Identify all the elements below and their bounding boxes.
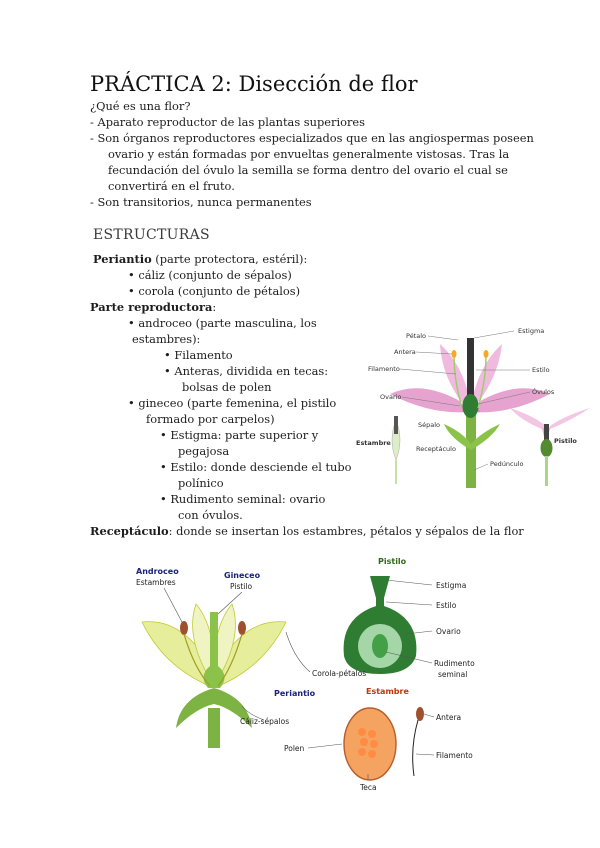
receptaculo-desc: : donde se insertan los estambres, pétalos y sépalos de la flor [168, 524, 524, 538]
intro-bullet-2: - Son órganos reproductores especializados que en las angiospermas poseen [90, 131, 534, 145]
corola-item: • corola (conjunto de pétalos) [128, 284, 301, 298]
filament-small-shape [413, 720, 418, 776]
fig1-label-pedunculo: Pedúnculo [490, 460, 524, 468]
androceo-item-cont: estambres): [132, 332, 201, 346]
intro-block [90, 98, 534, 210]
fig1-label-filamento: Filamento [368, 365, 400, 373]
estilo-item-cont: polínico [178, 476, 224, 490]
fig1-label-ovario: Ovario [380, 393, 402, 401]
fig2-label-teca: Teca [360, 783, 377, 792]
estigma-item: • Estigma: parte superior y [160, 428, 319, 442]
rudimento-item-cont: con óvulos. [178, 508, 243, 522]
gineceo-item-cont: formado por carpelos) [146, 412, 275, 426]
page-title: PRÁCTICA 2: Disección de flor [90, 72, 418, 96]
anteras-item: • Anteras, dividida en tecas: [164, 364, 329, 378]
petal-shape [510, 408, 546, 430]
ovule-shape [372, 634, 388, 658]
rudimento-item: • Rudimento seminal: ovario [160, 492, 326, 506]
fig2-label-gineceo: Gineceo [224, 571, 261, 580]
fig2-label-estambres: Estambres [136, 578, 176, 587]
anther-detail-shape [394, 416, 398, 434]
fig1-label-estilo: Estilo [532, 366, 550, 374]
ovary-shape [463, 394, 479, 418]
intro-bullet-1: - Aparato reproductor de las plantas superiores [90, 115, 365, 129]
perianth-desc: (parte protectora, estéril): [151, 252, 308, 266]
repro-line [90, 299, 216, 315]
anther-shape [484, 350, 489, 358]
perianth-term: Periantio [93, 252, 152, 266]
filamento-item: • Filamento [164, 348, 233, 362]
repro-term: Parte reproductora [90, 300, 213, 314]
fig1-label-estigma: Estigma [518, 327, 545, 335]
fig1-label-antera: Antera [394, 348, 416, 356]
fig2-label-pistilo-title: Pistilo [378, 557, 407, 566]
fig2-label-estambre-title: Estambre [366, 687, 409, 696]
fig2-label-caliz: Cáliz-sépalos [240, 717, 290, 726]
gineceo-item: • gineceo (parte femenina, el pistilo [128, 396, 337, 410]
fig1-label-pistilo: Pistilo [554, 437, 577, 445]
filament-detail-shape [395, 460, 397, 484]
fig1-label-sepalo: Sépalo [418, 421, 441, 429]
estigma-item-cont: pegajosa [178, 444, 230, 458]
fig2-label-estilo: Estilo [436, 601, 457, 610]
anther-shape [452, 350, 457, 358]
fig1-label-ovulos: Óvulos [532, 388, 555, 396]
fig2-label-rudimento-2: seminal [438, 670, 468, 679]
flower-diagram-2 [124, 548, 482, 798]
fig2-label-pistilo: Pistilo [230, 582, 253, 591]
estilo-item: • Estilo: donde desciende el tubo [160, 460, 352, 474]
fig2-label-antera: Antera [436, 713, 462, 722]
intro-bullet-3: - Son transitorios, nunca permanentes [90, 195, 312, 209]
fig2-label-corola: Corola-pétalos [312, 669, 367, 678]
flower-diagram-1 [350, 320, 596, 492]
pistil-stalk-shape [545, 456, 548, 486]
androceo-item: • androceo (parte masculina, los [128, 316, 317, 330]
fig1-label-petalo: Pétalo [406, 332, 427, 340]
intro-bullet-2-cont: fecundación del óvulo la semilla se forma dentro del ovario el cual se [108, 163, 508, 177]
anther-small-shape [416, 707, 424, 721]
fig1-label-receptaculo: Receptáculo [416, 445, 456, 453]
receptaculo-term: Receptáculo [90, 524, 169, 538]
repro-colon: : [212, 300, 217, 314]
receptaculo-line [90, 523, 524, 539]
fig2-label-ovario: Ovario [436, 627, 461, 636]
intro-question: ¿Qué es una flor? [90, 99, 191, 113]
stem-shape [208, 708, 220, 748]
fig1-label-estambre: Estambre [356, 439, 391, 447]
perianth-line [93, 251, 307, 267]
caliz-item: • cáliz (conjunto de sépalos) [128, 268, 292, 282]
fig2-label-periantio: Periantio [274, 689, 316, 698]
fig2-label-androceo: Androceo [136, 567, 179, 576]
fig2-label-polen: Polen [284, 744, 305, 753]
section-heading: ESTRUCTURAS [93, 227, 210, 243]
anther-shape [180, 621, 188, 635]
anther-shape [238, 621, 246, 635]
anteras-item-cont: bolsas de polen [182, 380, 272, 394]
petal-shape [548, 408, 590, 430]
pistil-ovary-shape [541, 439, 553, 457]
fig2-label-filamento: Filamento [436, 751, 473, 760]
fig2-label-estigma: Estigma [436, 581, 467, 590]
intro-bullet-2-cont: convertirá en el fruto. [108, 179, 235, 193]
intro-bullet-2-cont: ovario y están formadas por envueltas generalmente vistosas. Tras la [108, 147, 510, 161]
fig2-label-rudimento-1: Rudimento [434, 659, 475, 668]
